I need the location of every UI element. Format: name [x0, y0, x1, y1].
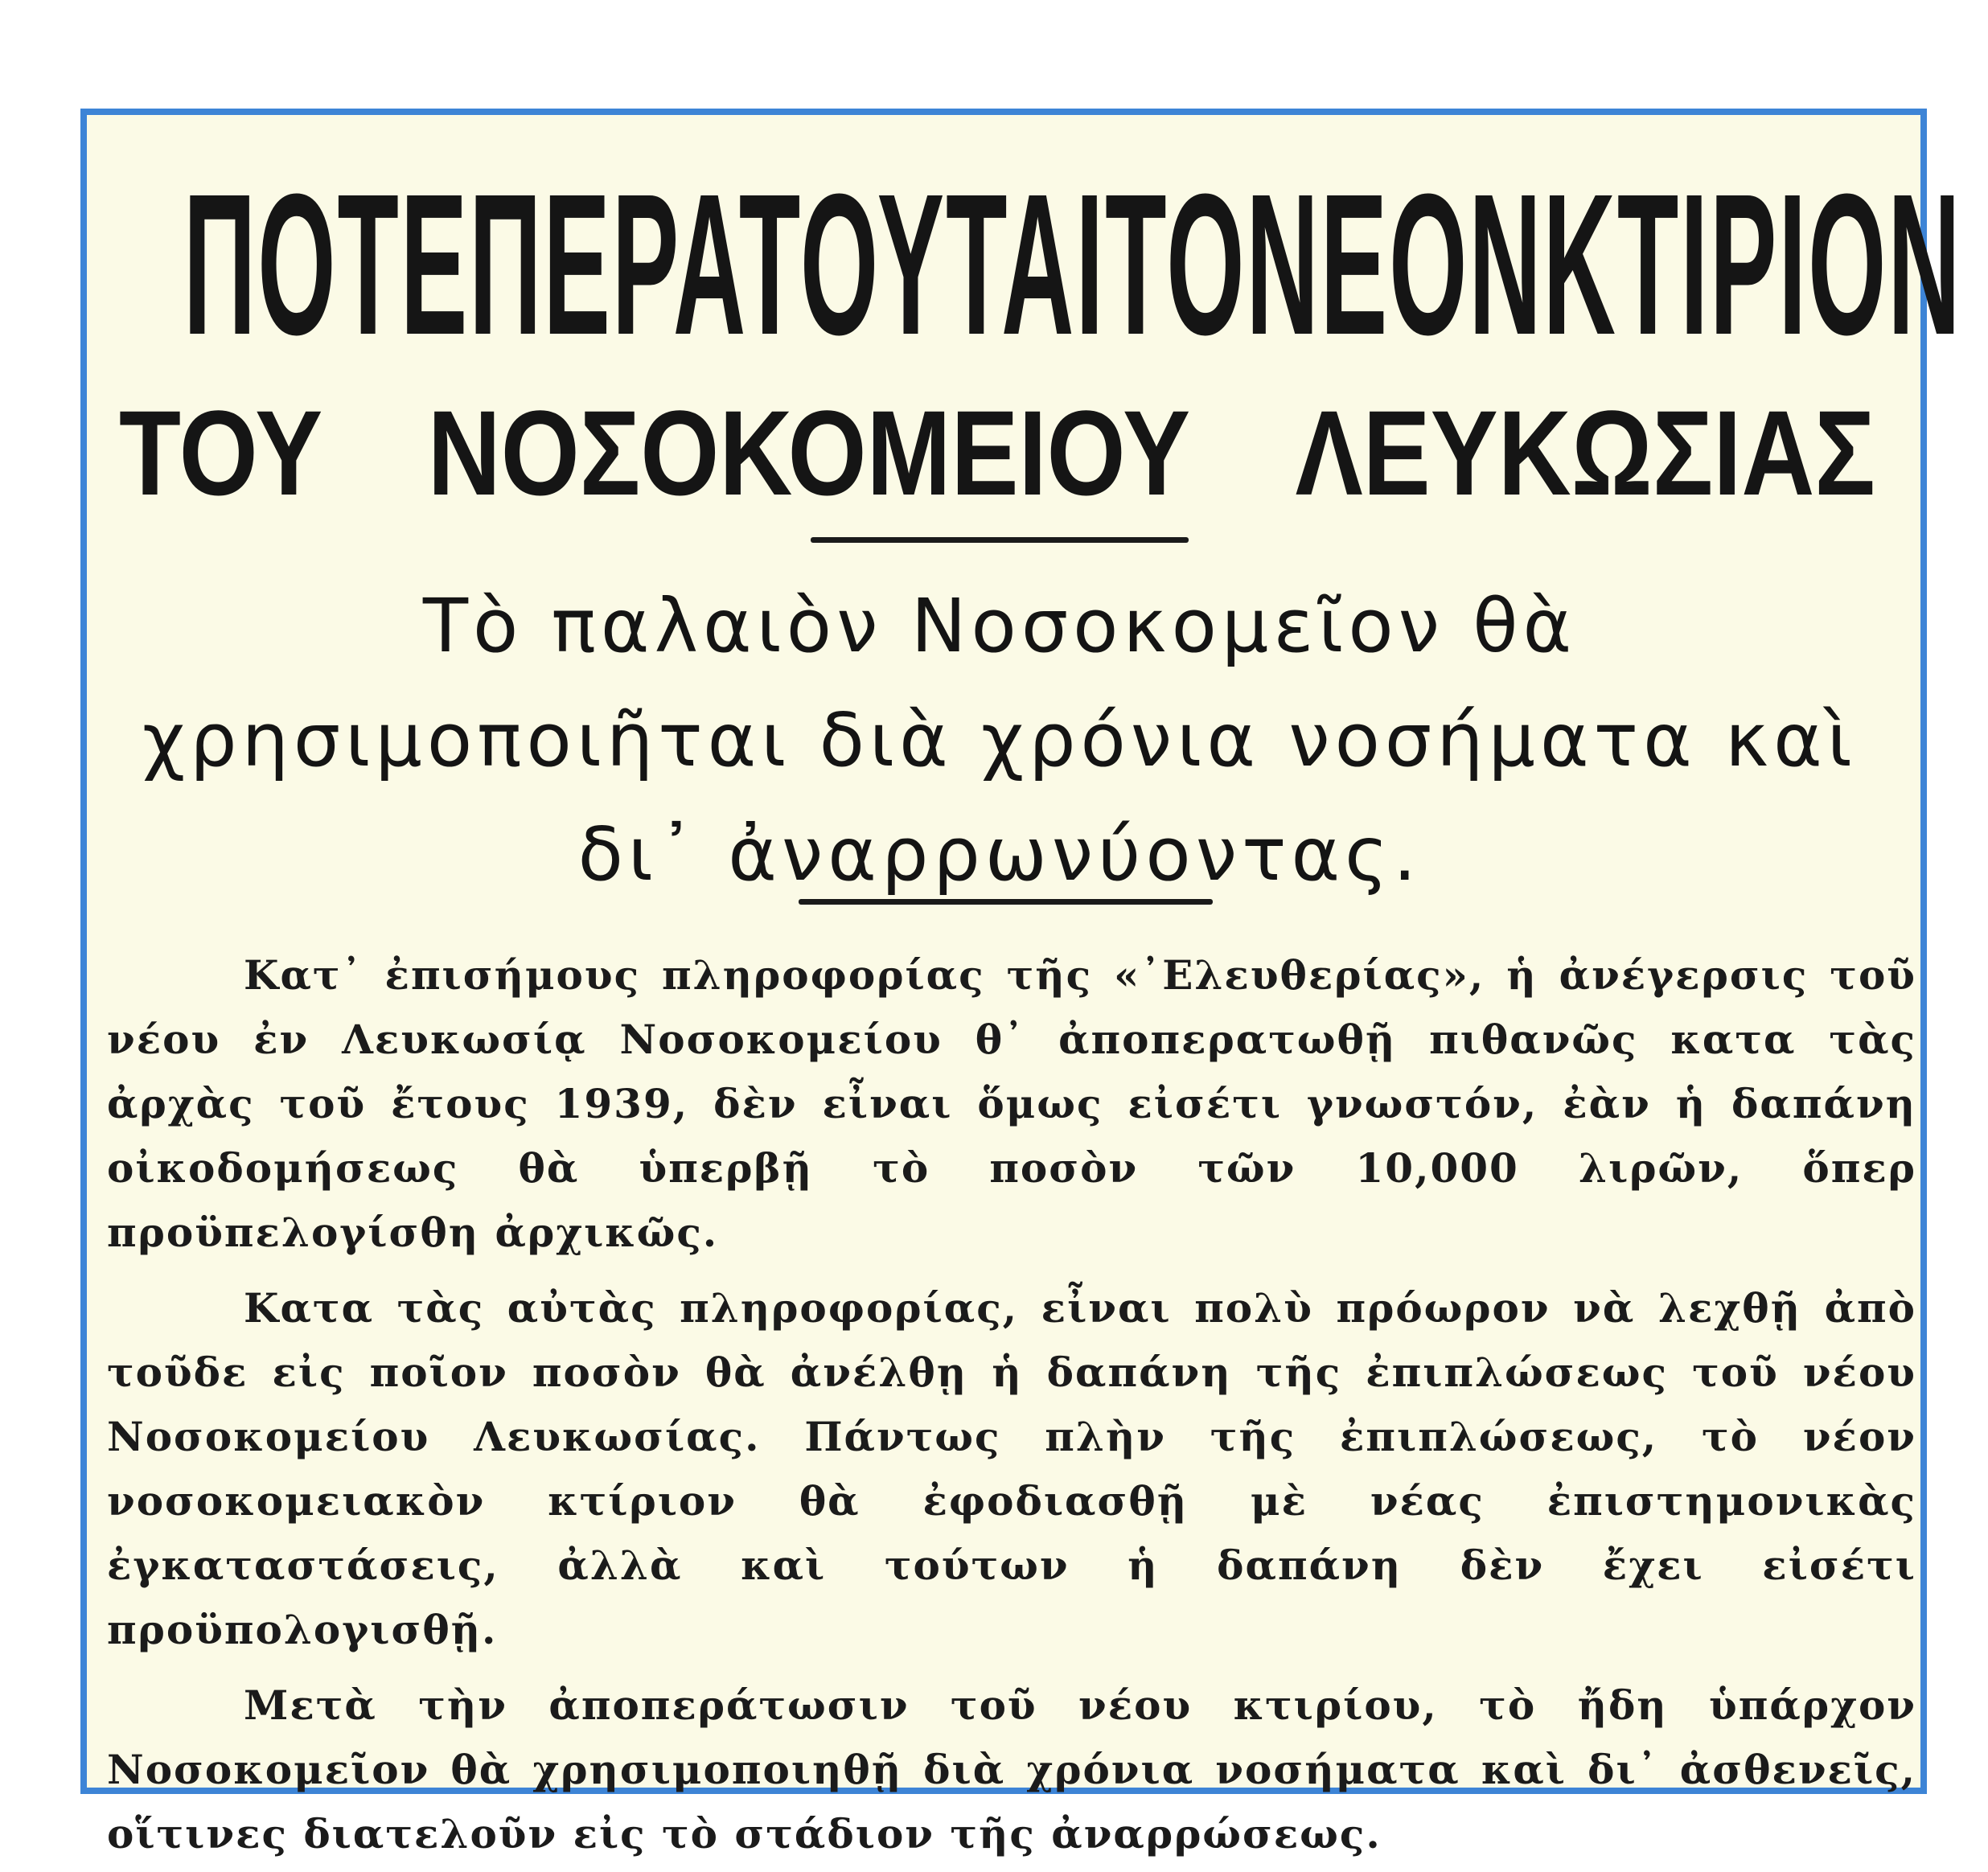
article-paragraph: Κατα τὰς αὐτὰς πληροφορίας, εἶναι πολὺ πρόωρον νὰ λεχθῇ ἀπὸ τοῦδε εἰς ποῖον ποσὸν θὰ ἀνέλθῃ ἡ δαπάνη τῆς ἐπιπλώσεως τοῦ νέου Νοσοκομείου Λευκωσίας. Πάντως πλὴν τῆς ἐπιπλώσεως, τὸ νέον νοσοκομειακὸν κτίριον θὰ ἐφοδιασθῇ μὲ νέας ἐπιστημονικὰς ἐγκαταστάσεις, ἀλλὰ καὶ τούτων ἡ δαπάνη δὲν ἔχει εἰσέτι προϋπολογισθῇ. — [107, 1284, 1916, 1653]
article-body — [107, 943, 1916, 1872]
headline-line-1 — [183, 143, 1962, 384]
headline-word: ΠΕΡΑΤΟΥΤΑΙ — [469, 151, 1106, 376]
article-paragraph: Κατ᾽ ἐπισήμους πληροφορίας τῆς «᾽Ελευθερίας», ἡ ἀνέγερσις τοῦ νέου ἐν Λευκωσίᾳ Νοσοκομείου θ᾽ ἀποπερατωθῇ πιθανῶς κατα τὰς ἀρχὰς τοῦ ἔτους 1939, δὲν εἶναι ὅμως εἰσέτι γνωστόν, ἐὰν ἡ δαπάνη οἰκοδομήσεως θὰ ὑπερβῇ τὸ ποσὸν τῶν 10,000 λιρῶν, ὅπερ προϋπελογίσθη ἀρχικῶς. — [107, 951, 1916, 1256]
headline-line-2 — [119, 372, 1875, 533]
headline-word: ΠΟΤΕ — [183, 151, 470, 376]
divider-rule — [811, 537, 1189, 543]
headline-word: ΝΕΟΝ — [1246, 151, 1543, 376]
headline-word: ΛΕΥΚΩΣΙΑΣ — [1295, 384, 1875, 520]
divider-rule — [799, 899, 1213, 905]
headline-word: ΝΟΣΟΚΟΜΕΙΟΥ — [427, 384, 1191, 520]
headline-word: ΤΟ — [1105, 151, 1247, 376]
headline-word: ΤΟΥ — [119, 384, 323, 520]
article-paragraph: Μετὰ τὴν ἀποπεράτωσιν τοῦ νέου κτιρίου, τὸ ἤδη ὑπάρχον Νοσοκομεῖον θὰ χρησιμοποιηθῇ διὰ χρόνια νοσήματα καὶ δι᾽ ἀσθενεῖς, οἵτινες διατελοῦν εἰς τὸ στάδιον τῆς ἀναρρώσεως. — [107, 1681, 1916, 1858]
subheadline: Τὸ παλαιὸν Νοσοκομεῖον θὰ χρησιμοποιῆται διὰ χρόνια νοσήματα καὶ δι᾽ ἀναρρωνύοντας. — [142, 583, 1857, 897]
newspaper-clipping — [80, 109, 1962, 1858]
headline-word: ΚΤΙΡΙΟΝ — [1542, 151, 1962, 376]
